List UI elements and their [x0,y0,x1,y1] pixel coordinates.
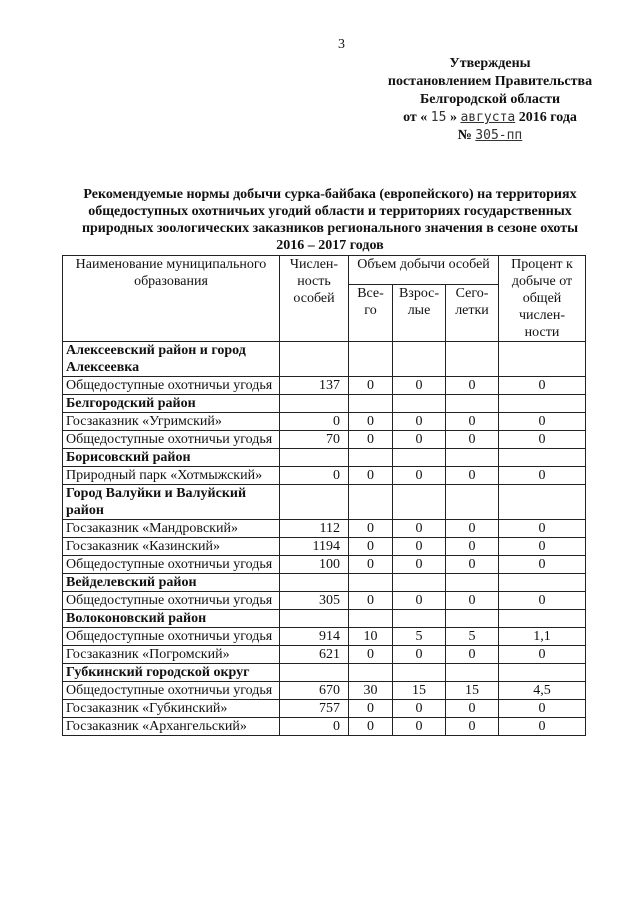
empty-cell [349,664,393,682]
cell-total: 0 [349,538,393,556]
cell-name: Общедоступные охотничьи угодья [63,682,280,700]
date-month: августа [460,110,516,125]
group-row [63,449,586,467]
group-row [63,664,586,682]
empty-cell [499,342,586,377]
table-row [63,413,586,431]
cell-young: 0 [446,592,499,610]
empty-cell [280,485,349,520]
empty-cell [349,342,393,377]
cell-name: Госзаказник «Архангельский» [63,718,280,736]
cell-young: 0 [446,413,499,431]
cell-young: 0 [446,700,499,718]
cell-adults: 0 [393,538,446,556]
cell-name: Общедоступные охотничьи угодья [63,628,280,646]
cell-young: 5 [446,628,499,646]
empty-cell [280,664,349,682]
empty-cell [349,395,393,413]
document-title: Рекомендуемые нормы добычи сурка-байбака (европейского) на территориях общедоступных охотничьих угодий области и территориях государственных природных зоологических заказников регионального значения в сезоне охоты 2016 – 2017 годов [81,187,579,253]
cell-percent: 0 [499,413,586,431]
table-row [63,467,586,485]
group-row [63,610,586,628]
table-row [63,700,586,718]
cell-name: Общедоступные охотничьи угодья [63,556,280,574]
cell-name: Общедоступные охотничьи угодья [63,377,280,395]
empty-cell [393,664,446,682]
empty-cell [349,574,393,592]
empty-cell [499,664,586,682]
approval-block [360,55,620,145]
cell-percent: 0 [499,556,586,574]
table-row [63,718,586,736]
header-volume: Объем добычи особей [349,256,499,285]
group-name: Белгородский район [63,395,280,413]
cell-name: Госзаказник «Казинский» [63,538,280,556]
cell-total: 0 [349,377,393,395]
empty-cell [393,395,446,413]
cell-total: 0 [349,718,393,736]
cell-count: 70 [280,431,349,449]
date-prefix: от « [403,110,428,125]
cell-count: 100 [280,556,349,574]
cell-percent: 0 [499,646,586,664]
cell-name: Общедоступные охотничьи угодья [63,592,280,610]
cell-young: 0 [446,377,499,395]
cell-count: 112 [280,520,349,538]
group-row [63,395,586,413]
cell-name: Госзаказник «Погромский» [63,646,280,664]
cell-count: 0 [280,718,349,736]
cell-count: 621 [280,646,349,664]
cell-adults: 0 [393,377,446,395]
group-name: Губкинский городской округ [63,664,280,682]
approval-date [360,109,620,127]
cell-total: 0 [349,592,393,610]
table-row [63,556,586,574]
empty-cell [446,485,499,520]
cell-count: 137 [280,377,349,395]
empty-cell [446,610,499,628]
number-value: 305-пп [475,128,523,143]
cell-adults: 0 [393,467,446,485]
cell-name: Госзаказник «Угримский» [63,413,280,431]
empty-cell [349,485,393,520]
table-row [63,520,586,538]
cell-young: 0 [446,520,499,538]
header-adults: Взрос-лые [393,285,446,342]
cell-adults: 5 [393,628,446,646]
cell-percent: 0 [499,718,586,736]
cell-count: 670 [280,682,349,700]
cell-count: 305 [280,592,349,610]
cell-adults: 0 [393,431,446,449]
cell-count: 914 [280,628,349,646]
cell-total: 0 [349,520,393,538]
approval-line-3: Белгородской области [419,92,561,107]
header-young: Сего-летки [446,285,499,342]
empty-cell [499,485,586,520]
group-name: Вейделевский район [63,574,280,592]
table-row [63,682,586,700]
cell-count: 0 [280,467,349,485]
approval-line-1: Утверждены [449,56,531,71]
date-day: 15 [430,110,447,125]
cell-name: Госзаказник «Мандровский» [63,520,280,538]
group-row [63,485,586,520]
group-name: Борисовский район [63,449,280,467]
empty-cell [349,449,393,467]
cell-percent: 1,1 [499,628,586,646]
empty-cell [393,485,446,520]
empty-cell [280,574,349,592]
cell-young: 0 [446,431,499,449]
cell-total: 30 [349,682,393,700]
table-row [63,377,586,395]
empty-cell [499,395,586,413]
cell-adults: 0 [393,646,446,664]
empty-cell [499,449,586,467]
cell-count: 0 [280,413,349,431]
cell-adults: 0 [393,718,446,736]
cell-adults: 0 [393,413,446,431]
cell-name: Природный парк «Хотмыжский» [63,467,280,485]
cell-percent: 0 [499,538,586,556]
page-number: 3 [338,37,345,52]
cell-young: 0 [446,718,499,736]
table-body [63,342,586,736]
header-name: Наименование муниципального образования [63,256,280,342]
empty-cell [393,574,446,592]
cell-adults: 15 [393,682,446,700]
cell-young: 0 [446,467,499,485]
cell-total: 0 [349,467,393,485]
cell-percent: 0 [499,700,586,718]
cell-total: 0 [349,556,393,574]
empty-cell [280,449,349,467]
cell-name: Госзаказник «Губкинский» [63,700,280,718]
cell-total: 0 [349,413,393,431]
group-name: Алексеевский район и город Алексеевка [63,342,280,377]
empty-cell [446,395,499,413]
group-name: Город Валуйки и Валуйский район [63,485,280,520]
date-year: 2016 года [518,110,577,125]
group-name: Волоконовский район [63,610,280,628]
cell-percent: 0 [499,592,586,610]
cell-total: 0 [349,431,393,449]
cell-percent: 0 [499,467,586,485]
empty-cell [349,610,393,628]
cell-total: 0 [349,700,393,718]
table-row [63,628,586,646]
cell-percent: 4,5 [499,682,586,700]
cell-adults: 0 [393,520,446,538]
cell-percent: 0 [499,377,586,395]
empty-cell [446,664,499,682]
cell-name: Общедоступные охотничьи угодья [63,431,280,449]
approval-line-2: постановлением Правительства [387,74,593,89]
table-row [63,431,586,449]
cell-adults: 0 [393,592,446,610]
empty-cell [393,449,446,467]
cell-young: 15 [446,682,499,700]
quota-table [62,255,586,736]
cell-total: 0 [349,646,393,664]
cell-percent: 0 [499,431,586,449]
empty-cell [393,610,446,628]
cell-young: 0 [446,646,499,664]
empty-cell [280,610,349,628]
empty-cell [280,342,349,377]
cell-count: 1194 [280,538,349,556]
header-row [63,256,586,285]
header-percent: Процент к добыче от общей числен-ности [499,256,586,342]
empty-cell [280,395,349,413]
table-row [63,538,586,556]
group-row [63,574,586,592]
empty-cell [446,342,499,377]
group-row [63,342,586,377]
empty-cell [393,342,446,377]
table-row [63,592,586,610]
cell-adults: 0 [393,556,446,574]
empty-cell [499,574,586,592]
empty-cell [446,574,499,592]
cell-young: 0 [446,556,499,574]
cell-count: 757 [280,700,349,718]
header-count: Числен-ность особей [280,256,349,342]
cell-percent: 0 [499,520,586,538]
number-prefix: № [457,128,472,143]
cell-young: 0 [446,538,499,556]
cell-adults: 0 [393,700,446,718]
approval-number [360,127,620,145]
cell-total: 10 [349,628,393,646]
date-mid: » [449,110,457,125]
table-row [63,646,586,664]
header-total: Все-го [349,285,393,342]
empty-cell [446,449,499,467]
empty-cell [499,610,586,628]
